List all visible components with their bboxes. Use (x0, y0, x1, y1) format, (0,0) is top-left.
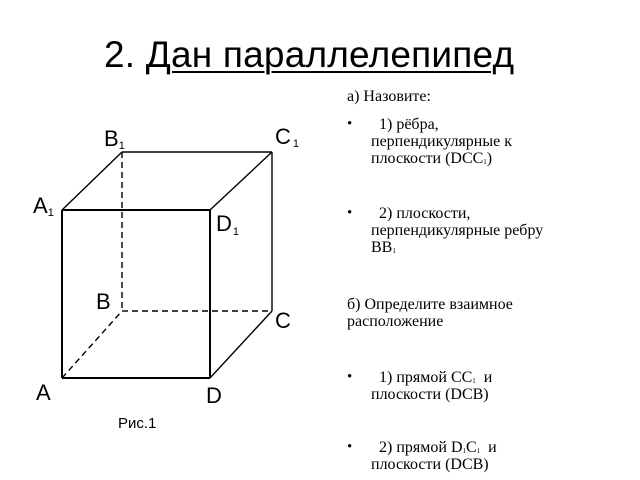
vertex-label-b1: B1 (104, 126, 125, 152)
vertex-label-c: C (275, 308, 291, 333)
task-b2-line1: 2) прямой $D_1C_1$ и (379, 439, 497, 456)
vertex-label-c1: C 1 (275, 124, 300, 150)
task-a2-line3: $BB_1$ (371, 239, 396, 256)
vertex-label-d: D (206, 383, 222, 408)
task-a2-line2: перпендикулярные ребру (371, 222, 544, 239)
task-b1-line2: плоскости (DCB) (371, 386, 489, 403)
part-b-line1: б) Определите взаимное (347, 296, 513, 313)
edge-a1-b1 (62, 152, 122, 210)
vertex-label-b: B (96, 289, 111, 314)
task-a1-line3: плоскости $(DCC_1)$ (371, 150, 493, 167)
vertex-label-d1: D1 (216, 211, 240, 238)
bullet-icon: • (347, 205, 353, 221)
part-b-line2: расположение (347, 313, 444, 330)
task-a1-line1: 1) рёбра, (379, 116, 439, 133)
cube-edges (62, 152, 272, 378)
vertex-label-a: A (36, 380, 51, 405)
bullet-icon: • (347, 369, 353, 385)
edge-d-c (210, 311, 272, 378)
figure-caption: Рис.1 (118, 415, 157, 432)
slide-title-text: Дан параллелепипед (145, 34, 515, 75)
task-b1 (347, 369, 637, 403)
task-a1-line2: перпендикулярные к (371, 133, 512, 150)
edge-d1-c1 (210, 152, 272, 210)
task-a1 (347, 116, 637, 167)
task-a2-line1: 2) плоскости, (379, 205, 471, 222)
part-a-heading: а) Назовите: (347, 88, 431, 105)
vertex-label-a1: A1 (33, 193, 54, 219)
task-a2 (347, 205, 637, 256)
slide-number: 2. (104, 34, 136, 75)
task-b2 (347, 439, 637, 473)
bullet-icon: • (347, 439, 353, 455)
task-b2-line2: плоскости (DCB) (371, 456, 489, 473)
hidden-edge-a-b (62, 311, 122, 378)
bullet-icon: • (347, 116, 353, 132)
task-b1-line1: 1) прямой $CC_1$ и (379, 369, 493, 386)
